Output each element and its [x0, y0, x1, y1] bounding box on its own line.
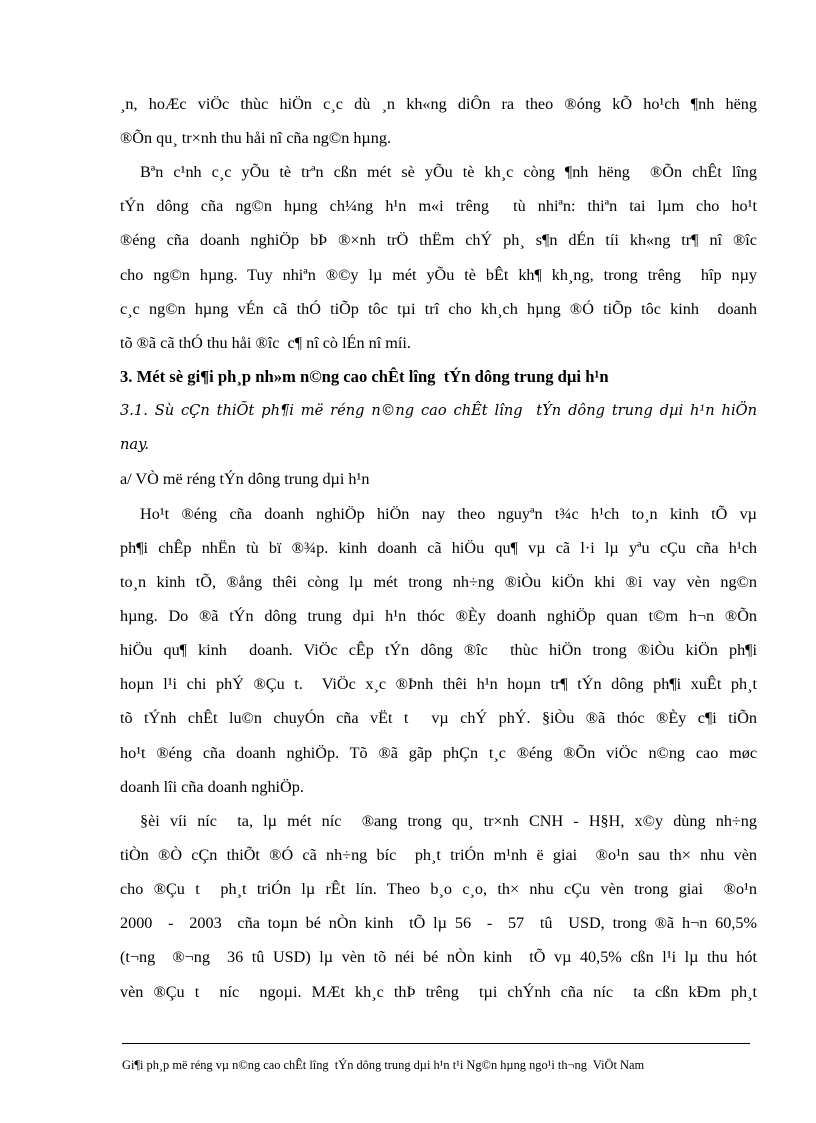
body-line: vèn ®Çu t níc ngoµi. MÆt kh¸c thÞ trêng tµi chÝnh cña níc ta cßn kÐm ph¸t — [120, 983, 757, 1001]
body-line: doanh lîi cña doanh nghiÖp. — [120, 778, 304, 796]
page-footer: Gi¶i ph¸p më réng vµ n©ng cao chÊt lîng tÝn dông trung dµi h¹n t¹i Ng©n hµng ngo¹i th¬ng ViÖt Nam — [122, 1058, 645, 1072]
body-line: (t¬ng ®¬ng 36 tû USD) lµ vèn tõ néi bé nÒn kinh tÕ vµ 40,5% cßn l¹i lµ thu hót — [120, 948, 757, 966]
body-line: hµng. Do ®ã tÝn dông trung dµi h¹n thóc ®Èy doanh nghiÖp quan t©m h¬n ®Õn — [120, 607, 757, 625]
body-line: tõ tÝnh chÊt lu©n chuyÓn cña vËt t vµ chÝ phÝ. §iÒu ®ã thóc ®Èy c¶i tiÕn — [120, 709, 757, 727]
body-line: ph¶i chÊp nhËn tù bï ®¾p. kinh doanh cã hiÖu qu¶ vµ cã l·i lµ yªu cÇu cña h¹ch — [120, 539, 757, 557]
body-line: cho ®Çu t ph¸t triÓn lµ rÊt lín. Theo b¸o c¸o, th× nhu cÇu vèn trong giai ®o¹n — [120, 880, 757, 898]
body-line: hiÖu qu¶ kinh doanh. ViÖc cÊp tÝn dông ®îc thùc hiÖn trong ®iÒu kiÖn ph¶i — [120, 641, 757, 659]
section-heading: 3. Mét sè gi¶i ph¸p nh»m n©ng cao chÊt lîng tÝn dông trung dµi h¹n — [120, 367, 609, 386]
subsection-heading: nay. — [120, 436, 150, 453]
body-line: ®Õn qu¸ tr×nh thu håi nî cña ng©n hµng. — [120, 129, 391, 147]
body-line: tiÒn ®Ò cÇn thiÕt ®Ó cã nh÷ng bíc ph¸t triÓn m¹nh ë giai ®o¹n sau th× nhu vèn — [120, 846, 757, 864]
body-line: ho¹t ®éng cña doanh nghiÖp. Tõ ®ã gãp phÇn t¸c ®éng ®Õn viÖc n©ng cao møc — [120, 744, 757, 762]
subsection-heading: 3.1. Sù cÇn thiÕt ph¶i më réng n©ng cao chÊt lîng tÝn dông trung dµi h¹n hiÖn — [120, 402, 757, 419]
body-line: 2000 - 2003 cña toµn bé nÒn kinh tÕ lµ 56 - 57 tû USD, trong ®ã h¬n 60,5% — [120, 914, 757, 932]
body-line: ¸n, hoÆc viÖc thùc hiÖn c¸c dù ¸n kh«ng diÔn ra theo ®óng kÕ ho¹ch ¶nh hëng — [120, 95, 757, 113]
body-line: hoµn l¹i chi phÝ ®Çu t. ViÖc x¸c ®Þnh thêi h¹n hoµn tr¶ tÝn dông ph¶i xuÊt ph¸t — [120, 675, 757, 693]
body-line: Bªn c¹nh c¸c yÕu tè trªn cßn mét sè yÕu tè kh¸c còng ¶nh hëng ®Õn chÊt lîng — [140, 163, 757, 181]
body-line: ®éng cña doanh nghiÖp bÞ ®×nh trÖ thËm chÝ ph¸ s¶n dÉn tíi kh«ng tr¶ nî ®îc — [120, 231, 757, 249]
body-line: Ho¹t ®éng cña doanh nghiÖp hiÖn nay theo nguyªn t¾c h¹ch to¸n kinh tÕ vµ — [140, 505, 757, 523]
subheading: a/ VÒ më réng tÝn dông trung dµi h¹n — [120, 470, 370, 488]
footer-divider — [122, 1043, 750, 1044]
body-line: §èi víi níc ta, lµ mét níc ®ang trong qu¸ tr×nh CNH - H§H, x©y dùng nh÷ng — [140, 812, 757, 830]
body-line: tÝn dông cña ng©n hµng ch¼ng h¹n m«i trêng tù nhiªn: thiªn tai lµm cho ho¹t — [120, 197, 757, 215]
body-line: cho ng©n hµng. Tuy nhiªn ®©y lµ mét yÕu tè bÊt kh¶ kh¸ng, trong trêng hîp nµy — [120, 266, 757, 284]
body-line: c¸c ng©n hµng vÉn cã thÓ tiÕp tôc tµi trî cho kh¸ch hµng ®Ó tiÕp tôc kinh doanh — [120, 300, 757, 318]
body-line: to¸n kinh tÕ, ®ång thêi còng lµ mét trong nh÷ng ®iÒu kiÖn khi ®i vay vèn ng©n — [120, 573, 757, 591]
body-line: tõ ®ã cã thÓ thu håi ®îc c¶ nî cò lÉn nî míi. — [120, 334, 411, 352]
